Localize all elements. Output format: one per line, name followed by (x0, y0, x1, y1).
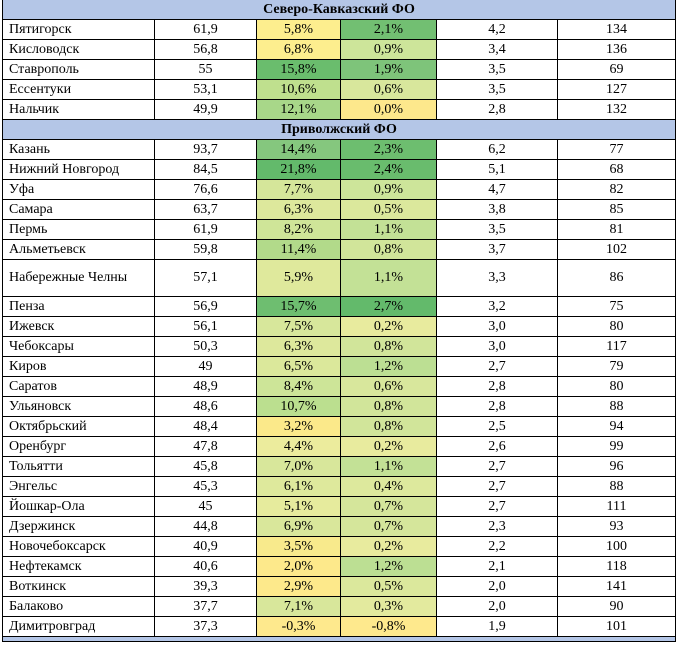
value-cell-1: 49,9 (155, 100, 257, 120)
value-cell-1: 61,9 (155, 20, 257, 40)
value-cell-3: 85 (558, 200, 676, 220)
percent-cell-2: -0,8% (341, 617, 437, 637)
percent-cell-2: 0,9% (341, 180, 437, 200)
table-row (3, 240, 676, 260)
value-cell-3: 86 (558, 260, 676, 297)
percent-cell-2: 0,6% (341, 80, 437, 100)
percent-cell-1: 11,4% (257, 240, 341, 260)
value-cell-1: 57,1 (155, 260, 257, 297)
value-cell-1: 37,7 (155, 597, 257, 617)
percent-cell-1: 6,9% (257, 517, 341, 537)
percent-cell-2: 0,8% (341, 240, 437, 260)
percent-cell-2: 0,7% (341, 497, 437, 517)
value-cell-3: 69 (558, 60, 676, 80)
city-name-cell: Октябрьский (3, 417, 155, 437)
city-name-cell: Пенза (3, 297, 155, 317)
value-cell-3: 68 (558, 160, 676, 180)
percent-cell-1: 7,5% (257, 317, 341, 337)
city-name-cell: Кисловодск (3, 40, 155, 60)
value-cell-2: 6,2 (437, 140, 558, 160)
value-cell-3: 117 (558, 337, 676, 357)
value-cell-3: 136 (558, 40, 676, 60)
value-cell-3: 132 (558, 100, 676, 120)
table-row (3, 180, 676, 200)
value-cell-1: 40,9 (155, 537, 257, 557)
region-name: Приволжский ФО (3, 120, 676, 140)
percent-cell-2: 0,4% (341, 477, 437, 497)
table-row (3, 477, 676, 497)
city-name-cell: Ульяновск (3, 397, 155, 417)
value-cell-1: 56,9 (155, 297, 257, 317)
value-cell-2: 3,3 (437, 260, 558, 297)
value-cell-2: 2,7 (437, 497, 558, 517)
value-cell-2: 3,2 (437, 297, 558, 317)
value-cell-1: 56,8 (155, 40, 257, 60)
value-cell-1: 48,9 (155, 377, 257, 397)
percent-cell-1: 4,4% (257, 437, 341, 457)
percent-cell-2: 1,1% (341, 220, 437, 240)
table-row (3, 597, 676, 617)
percent-cell-2: 1,2% (341, 357, 437, 377)
percent-cell-1: 7,7% (257, 180, 341, 200)
percent-cell-2: 2,1% (341, 20, 437, 40)
value-cell-1: 45,3 (155, 477, 257, 497)
table-row (3, 60, 676, 80)
city-name-cell: Чебоксары (3, 337, 155, 357)
table-row (3, 260, 676, 297)
value-cell-3: 99 (558, 437, 676, 457)
value-cell-1: 56,1 (155, 317, 257, 337)
table-row (3, 160, 676, 180)
city-name-cell: Ессентуки (3, 80, 155, 100)
city-name-cell: Балаково (3, 597, 155, 617)
region-name: Северо-Кавказский ФО (3, 0, 676, 20)
percent-cell-2: 0,2% (341, 437, 437, 457)
table-row (3, 457, 676, 477)
percent-cell-2: 0,7% (341, 517, 437, 537)
city-name-cell: Нефтекамск (3, 557, 155, 577)
percent-cell-2: 1,2% (341, 557, 437, 577)
percent-cell-1: 5,9% (257, 260, 341, 297)
value-cell-3: 141 (558, 577, 676, 597)
city-name-cell: Казань (3, 140, 155, 160)
table-row (3, 497, 676, 517)
value-cell-2: 4,7 (437, 180, 558, 200)
value-cell-2: 3,4 (437, 40, 558, 60)
table-row (3, 357, 676, 377)
value-cell-3: 82 (558, 180, 676, 200)
percent-cell-1: 8,4% (257, 377, 341, 397)
city-name-cell: Киров (3, 357, 155, 377)
value-cell-3: 80 (558, 377, 676, 397)
table-row (3, 417, 676, 437)
percent-cell-1: 2,0% (257, 557, 341, 577)
table-row (3, 337, 676, 357)
table-row (3, 297, 676, 317)
value-cell-3: 102 (558, 240, 676, 260)
percent-cell-1: 8,2% (257, 220, 341, 240)
percent-cell-2: 0,0% (341, 100, 437, 120)
city-data-table (2, 0, 676, 642)
table-row (3, 200, 676, 220)
value-cell-3: 80 (558, 317, 676, 337)
value-cell-1: 48,4 (155, 417, 257, 437)
percent-cell-1: 6,1% (257, 477, 341, 497)
value-cell-3: 118 (558, 557, 676, 577)
region-header-row (3, 120, 676, 140)
percent-cell-2: 0,2% (341, 537, 437, 557)
city-name-cell: Дзержинск (3, 517, 155, 537)
city-name-cell: Саратов (3, 377, 155, 397)
value-cell-2: 3,5 (437, 80, 558, 100)
value-cell-2: 2,6 (437, 437, 558, 457)
value-cell-2: 3,5 (437, 220, 558, 240)
value-cell-3: 101 (558, 617, 676, 637)
value-cell-2: 5,1 (437, 160, 558, 180)
table-row (3, 517, 676, 537)
percent-cell-1: 6,3% (257, 200, 341, 220)
table-row (3, 537, 676, 557)
percent-cell-1: 7,0% (257, 457, 341, 477)
city-name-cell: Нальчик (3, 100, 155, 120)
percent-cell-2: 0,6% (341, 377, 437, 397)
city-name-cell: Йошкар-Ола (3, 497, 155, 517)
percent-cell-1: 5,1% (257, 497, 341, 517)
value-cell-3: 111 (558, 497, 676, 517)
value-cell-2: 2,8 (437, 377, 558, 397)
value-cell-1: 53,1 (155, 80, 257, 100)
percent-cell-2: 0,5% (341, 200, 437, 220)
percent-cell-2: 1,1% (341, 260, 437, 297)
value-cell-1: 37,3 (155, 617, 257, 637)
value-cell-2: 2,1 (437, 557, 558, 577)
table-row (3, 220, 676, 240)
table-row (3, 437, 676, 457)
percent-cell-1: 15,7% (257, 297, 341, 317)
city-name-cell: Воткинск (3, 577, 155, 597)
value-cell-2: 2,8 (437, 100, 558, 120)
value-cell-1: 44,8 (155, 517, 257, 537)
value-cell-2: 3,7 (437, 240, 558, 260)
city-name-cell: Самара (3, 200, 155, 220)
value-cell-1: 49 (155, 357, 257, 377)
percent-cell-2: 1,1% (341, 457, 437, 477)
table-row (3, 617, 676, 637)
percent-cell-1: 12,1% (257, 100, 341, 120)
percent-cell-1: 5,8% (257, 20, 341, 40)
percent-cell-1: -0,3% (257, 617, 341, 637)
percent-cell-1: 7,1% (257, 597, 341, 617)
value-cell-2: 2,0 (437, 577, 558, 597)
value-cell-2: 2,2 (437, 537, 558, 557)
value-cell-2: 1,9 (437, 617, 558, 637)
table-row (3, 377, 676, 397)
table-row (3, 317, 676, 337)
city-name-cell: Набережные Челны (3, 260, 155, 297)
city-name-cell: Новочебоксарск (3, 537, 155, 557)
city-name-cell: Оренбург (3, 437, 155, 457)
table-row (3, 80, 676, 100)
value-cell-2: 2,7 (437, 457, 558, 477)
percent-cell-2: 1,9% (341, 60, 437, 80)
percent-cell-1: 21,8% (257, 160, 341, 180)
value-cell-1: 48,6 (155, 397, 257, 417)
city-name-cell: Пермь (3, 220, 155, 240)
table-row (3, 100, 676, 120)
value-cell-3: 96 (558, 457, 676, 477)
value-cell-3: 79 (558, 357, 676, 377)
value-cell-1: 61,9 (155, 220, 257, 240)
value-cell-1: 45 (155, 497, 257, 517)
percent-cell-2: 0,5% (341, 577, 437, 597)
city-name-cell: Тольятти (3, 457, 155, 477)
table-row (3, 20, 676, 40)
percent-cell-1: 6,3% (257, 337, 341, 357)
value-cell-1: 39,3 (155, 577, 257, 597)
city-name-cell: Ставрополь (3, 60, 155, 80)
table-row-partial (3, 637, 676, 642)
percent-cell-1: 14,4% (257, 140, 341, 160)
percent-cell-2: 2,3% (341, 140, 437, 160)
value-cell-3: 90 (558, 597, 676, 617)
table-row (3, 40, 676, 60)
percent-cell-2: 2,4% (341, 160, 437, 180)
percent-cell-2: 0,2% (341, 317, 437, 337)
table-row (3, 397, 676, 417)
percent-cell-1: 3,2% (257, 417, 341, 437)
city-name-cell: Альметьевск (3, 240, 155, 260)
percent-cell-1: 6,5% (257, 357, 341, 377)
value-cell-3: 94 (558, 417, 676, 437)
value-cell-3: 127 (558, 80, 676, 100)
percent-cell-2: 2,7% (341, 297, 437, 317)
value-cell-2: 2,7 (437, 357, 558, 377)
percent-cell-2: 0,8% (341, 397, 437, 417)
value-cell-3: 75 (558, 297, 676, 317)
value-cell-2: 2,0 (437, 597, 558, 617)
value-cell-1: 47,8 (155, 437, 257, 457)
percent-cell-2: 0,8% (341, 337, 437, 357)
value-cell-3: 134 (558, 20, 676, 40)
value-cell-1: 45,8 (155, 457, 257, 477)
table-body (3, 0, 676, 642)
percent-cell-1: 2,9% (257, 577, 341, 597)
value-cell-2: 2,5 (437, 417, 558, 437)
city-name-cell: Пятигорск (3, 20, 155, 40)
percent-cell-1: 6,8% (257, 40, 341, 60)
value-cell-1: 59,8 (155, 240, 257, 260)
region-header-row (3, 0, 676, 20)
value-cell-3: 88 (558, 477, 676, 497)
city-name-cell: Уфа (3, 180, 155, 200)
city-name-cell: Димитровград (3, 617, 155, 637)
percent-cell-1: 3,5% (257, 537, 341, 557)
value-cell-1: 55 (155, 60, 257, 80)
value-cell-3: 93 (558, 517, 676, 537)
value-cell-2: 3,5 (437, 60, 558, 80)
value-cell-2: 2,3 (437, 517, 558, 537)
table-row (3, 140, 676, 160)
value-cell-2: 3,8 (437, 200, 558, 220)
value-cell-1: 50,3 (155, 337, 257, 357)
percent-cell-2: 0,9% (341, 40, 437, 60)
percent-cell-1: 15,8% (257, 60, 341, 80)
percent-cell-2: 0,8% (341, 417, 437, 437)
city-name-cell: Ижевск (3, 317, 155, 337)
value-cell-1: 93,7 (155, 140, 257, 160)
value-cell-3: 88 (558, 397, 676, 417)
value-cell-2: 4,2 (437, 20, 558, 40)
value-cell-2: 3,0 (437, 337, 558, 357)
table-row (3, 577, 676, 597)
city-name-cell: Энгельс (3, 477, 155, 497)
percent-cell-1: 10,6% (257, 80, 341, 100)
value-cell-2: 2,7 (437, 477, 558, 497)
value-cell-1: 40,6 (155, 557, 257, 577)
city-name-cell: Нижний Новгород (3, 160, 155, 180)
value-cell-3: 100 (558, 537, 676, 557)
value-cell-1: 84,5 (155, 160, 257, 180)
value-cell-2: 3,0 (437, 317, 558, 337)
region-header-partial (3, 637, 676, 642)
value-cell-3: 77 (558, 140, 676, 160)
value-cell-1: 76,6 (155, 180, 257, 200)
value-cell-2: 2,8 (437, 397, 558, 417)
percent-cell-2: 0,3% (341, 597, 437, 617)
percent-cell-1: 10,7% (257, 397, 341, 417)
value-cell-1: 63,7 (155, 200, 257, 220)
value-cell-3: 81 (558, 220, 676, 240)
table-row (3, 557, 676, 577)
